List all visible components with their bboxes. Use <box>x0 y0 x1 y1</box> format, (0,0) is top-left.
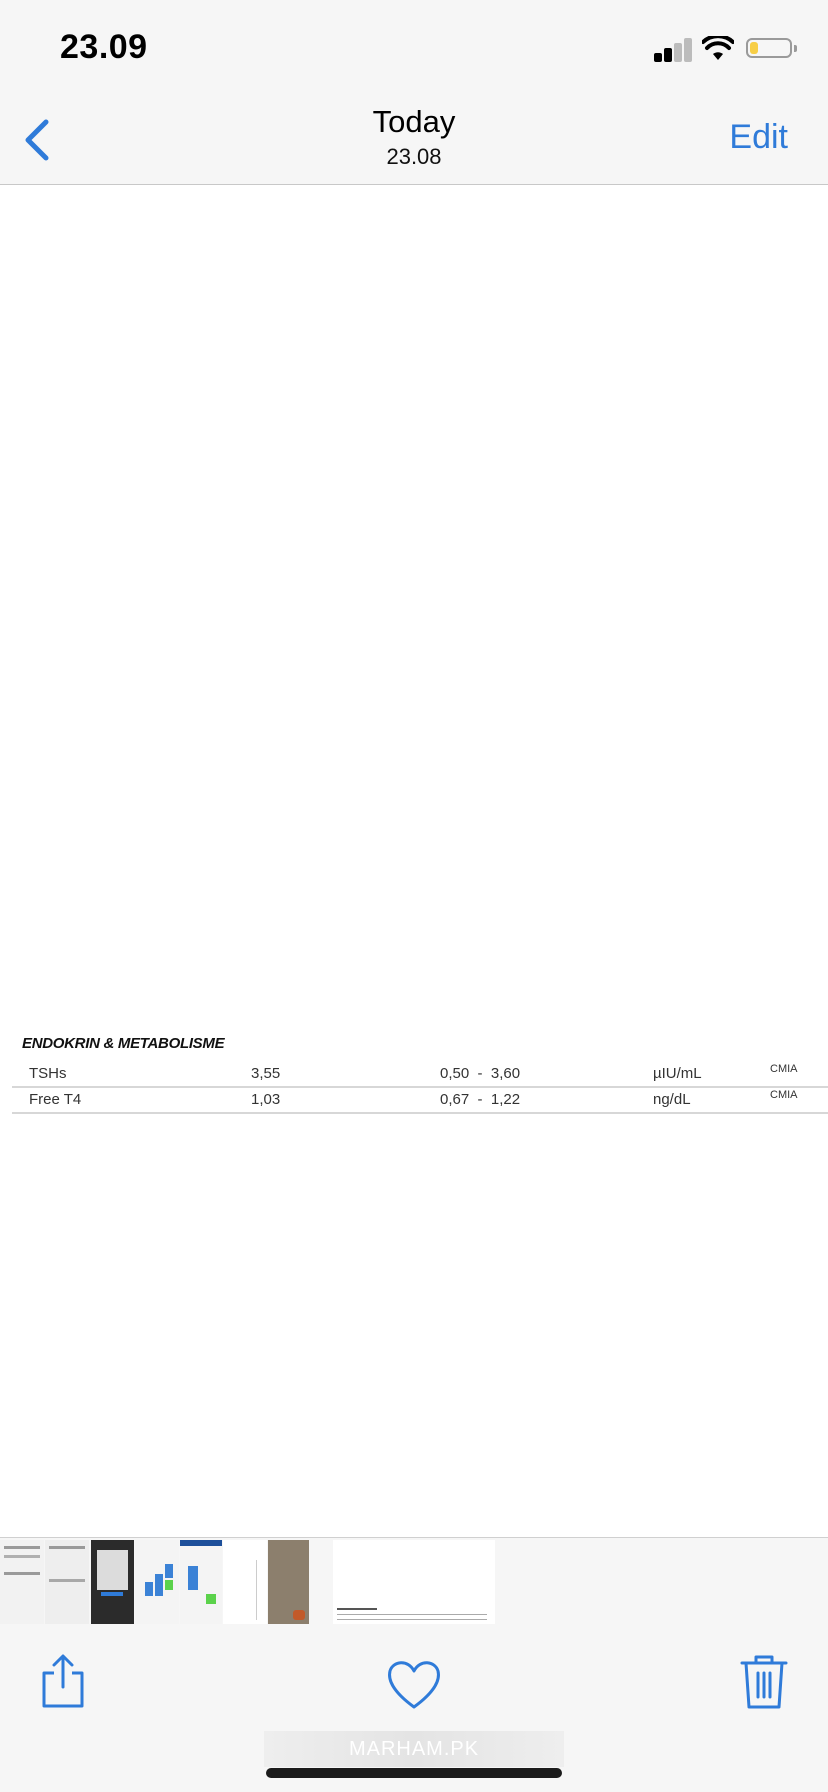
test-result: 1,03 <box>251 1091 281 1108</box>
nav-bar <box>0 96 828 185</box>
delete-button[interactable] <box>734 1651 794 1711</box>
test-range: 0,50 - 3,60 <box>440 1065 521 1082</box>
favorite-button[interactable] <box>384 1655 444 1715</box>
status-bar <box>0 0 828 96</box>
thumbnail-selected[interactable] <box>333 1540 495 1624</box>
thumbnail[interactable] <box>180 1540 222 1624</box>
thumbnail[interactable] <box>223 1540 267 1624</box>
heart-icon <box>384 1655 444 1711</box>
test-result: 3,55 <box>251 1065 281 1082</box>
thumbnail[interactable] <box>91 1540 134 1624</box>
photo-viewer[interactable] <box>0 185 828 1537</box>
test-unit: µIU/mL <box>653 1065 702 1082</box>
share-button[interactable] <box>32 1651 92 1711</box>
trash-icon <box>734 1651 794 1711</box>
test-method: CMIA <box>770 1063 798 1075</box>
wifi-icon <box>702 36 734 67</box>
nav-subtitle: 23.08 <box>386 144 442 169</box>
thumbnail[interactable] <box>135 1540 179 1624</box>
report-section-title: ENDOKRIN & METABOLISME <box>22 1035 225 1052</box>
thumbnail[interactable] <box>45 1540 89 1624</box>
thumbnail[interactable] <box>268 1540 309 1624</box>
share-icon <box>32 1651 92 1711</box>
edit-button[interactable]: Edit <box>729 118 788 156</box>
test-range: 0,67 - 1,22 <box>440 1091 521 1108</box>
home-indicator[interactable] <box>266 1768 562 1778</box>
battery-icon <box>746 38 792 58</box>
report-row <box>12 1061 828 1088</box>
battery-level <box>750 42 758 54</box>
cellular-signal-icon <box>654 38 694 62</box>
watermark: MARHAM.PK <box>264 1731 564 1767</box>
bottom-toolbar <box>0 1625 828 1792</box>
test-method: CMIA <box>770 1089 798 1101</box>
test-name: Free T4 <box>29 1091 82 1108</box>
nav-title: Today <box>372 104 456 139</box>
report-row <box>12 1087 828 1114</box>
status-time: 23.09 <box>60 28 148 66</box>
thumbnail[interactable] <box>0 1540 44 1624</box>
battery-cap <box>794 45 797 52</box>
thumbnail-strip[interactable] <box>0 1537 828 1626</box>
test-name: TSHs <box>29 1065 67 1082</box>
test-unit: ng/dL <box>653 1091 691 1108</box>
